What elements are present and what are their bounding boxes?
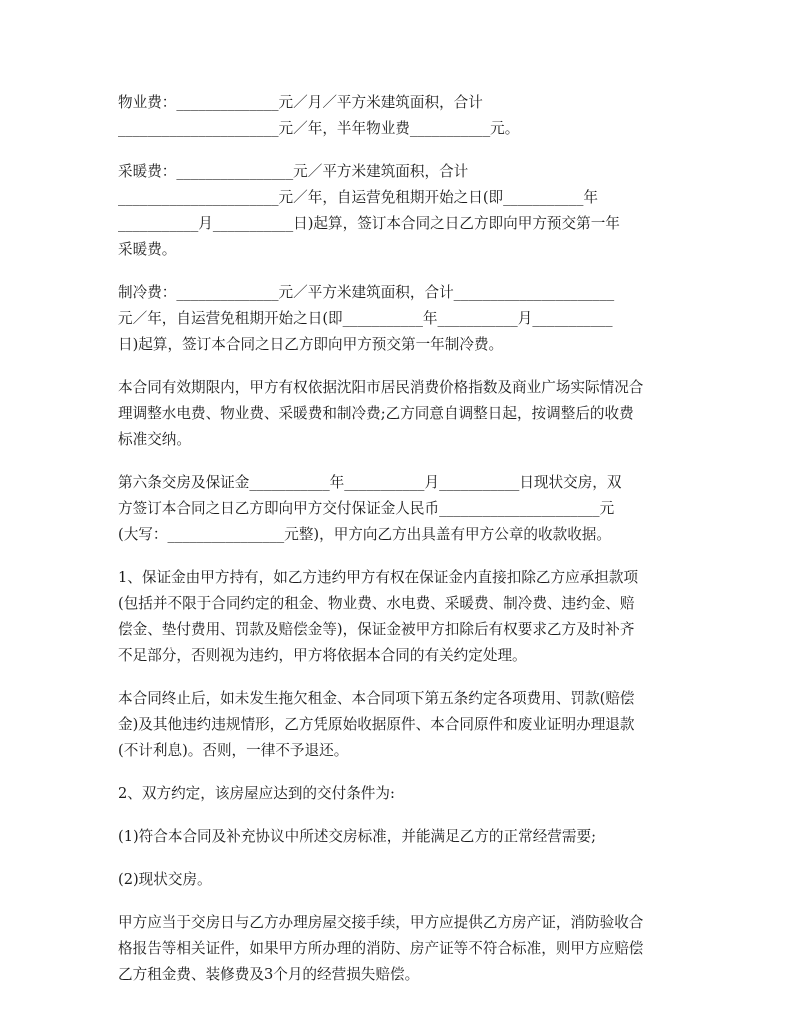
text-line: 本合同有效期限内，甲方有权依据沈阳市居民消费价格指数及商业广场实际情况合 bbox=[118, 379, 644, 396]
text-line: 制冷费：______________元／平方米建筑面积，合计______________________ bbox=[118, 284, 615, 301]
text-line: 本合同终止后，如未发生拖欠租金、本合同项下第五条约定各项费用、罚款(赔偿 bbox=[118, 690, 635, 707]
text-line: (1)符合本合同及补充协议中所述交房标准，并能满足乙方的正常经营需要; bbox=[118, 828, 596, 845]
document-body bbox=[118, 90, 680, 1005]
paragraph-article-six bbox=[118, 470, 680, 548]
text-line: 不足部分，否则视为违约，甲方将依据本合同的有关约定处理。 bbox=[118, 647, 527, 664]
text-line: 理调整水电费、物业费、采暖费和制冷费;乙方同意自调整日起，按调整后的收费 bbox=[118, 405, 634, 422]
text-line: 日)起算，签订本合同之日乙方即向甲方预交第一年制冷费。 bbox=[118, 336, 504, 353]
text-line: (包括并不限于合同约定的租金、物业费、水电费、采暖费、制冷费、违约金、赔 bbox=[118, 595, 635, 612]
paragraph-fee-adjustment bbox=[118, 375, 680, 453]
paragraph-cooling-fee bbox=[118, 280, 680, 358]
text-line: 标准交纳。 bbox=[118, 431, 191, 448]
text-line: 2、双方约定，该房屋应达到的交付条件为: bbox=[118, 785, 395, 802]
text-line: 采暖费。 bbox=[118, 241, 177, 258]
paragraph-condition-1 bbox=[118, 824, 680, 850]
text-line: (不计利息)。否则，一律不予退还。 bbox=[118, 742, 349, 759]
text-line: 偿金、垫付费用、罚款及赔偿金等)，保证金被甲方扣除后有权要求乙方及时补齐 bbox=[118, 621, 635, 638]
text-line: 1、保证金由甲方持有，如乙方违约甲方有权在保证金内直接扣除乙方应承担款项 bbox=[118, 569, 639, 586]
text-line: 物业费：______________元／月／平方米建筑面积，合计 bbox=[118, 94, 483, 111]
text-line: 乙方租金费、装修费及3个月的经营损失赔偿。 bbox=[118, 966, 420, 983]
text-line: 第六条交房及保证金___________年___________月___________日现状交房，双 bbox=[118, 474, 622, 491]
text-line: 甲方应当于交房日与乙方办理房屋交接手续，甲方应提供乙方房产证，消防验收合 bbox=[118, 914, 644, 931]
text-line: 金)及其他违约违规情形，乙方凭原始收据原件、本合同原件和废业证明办理退款 bbox=[118, 716, 635, 733]
paragraph-delivery-conditions bbox=[118, 781, 680, 807]
text-line: (大写：________________元整)，甲方向乙方出具盖有甲方公章的收款收据。 bbox=[118, 526, 611, 543]
text-line: 采暖费：________________元／平方米建筑面积，合计 bbox=[118, 163, 469, 180]
paragraph-deposit-clause-1 bbox=[118, 565, 680, 669]
paragraph-property-fee bbox=[118, 90, 680, 142]
paragraph-refund bbox=[118, 686, 680, 764]
paragraph-condition-2 bbox=[118, 867, 680, 893]
text-line: 方签订本合同之日乙方即向甲方交付保证金人民币______________________元 bbox=[118, 500, 615, 517]
text-line: 格报告等相关证件，如果甲方所办理的消防、房产证等不符合标准，则甲方应赔偿 bbox=[118, 940, 644, 957]
paragraph-handover bbox=[118, 910, 680, 988]
text-line: ___________月___________日)起算，签订本合同之日乙方即向甲方预交第一年 bbox=[118, 215, 620, 232]
text-line: 元／年，自运营免租期开始之日(即___________年___________月___________ bbox=[118, 310, 613, 327]
text-line: ______________________元／年，半年物业费___________元。 bbox=[118, 120, 520, 137]
text-line: ______________________元／年，自运营免租期开始之日(即___________年 bbox=[118, 189, 598, 206]
text-line: (2)现状交房。 bbox=[118, 871, 212, 888]
paragraph-heating-fee bbox=[118, 159, 680, 263]
